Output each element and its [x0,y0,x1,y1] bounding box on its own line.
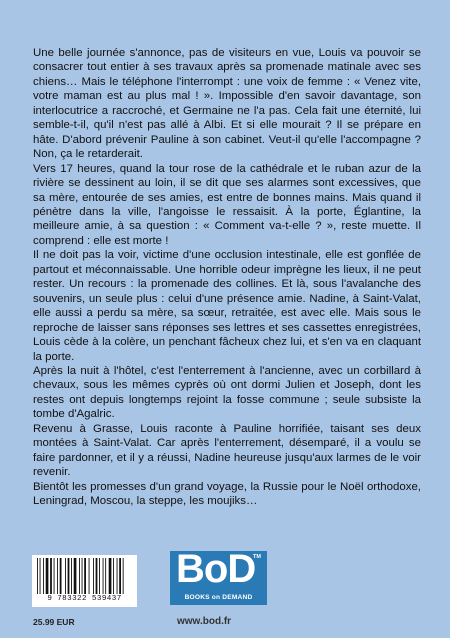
barcode-bars [36,558,133,595]
blurb-paragraph-1: Une belle journée s'annonce, pas de visiteurs en vue, Louis va pouvoir se consacrer tout entier à ses travaux après sa promenade matinale avec ses chiens… Mais le téléphone l'interrompt : une voix de femme : « Venez vite, votre maman est au plus mal ! ». Impossible d'en savoir davantage, son interlocutrice a raccroché, et Germaine ne l'a pas. Cela fait une éternité, lui semble-t-il, qu'il n'est pas allé à Albi. Et si elle mourait ? Il se prépare en hâte. D'abord prévenir Pauline à son cabinet. Veut-il qu'elle l'accompagne ? Non, ça le retarderait. [33,47,421,161]
blurb-paragraph-5: Revenu à Grasse, Louis raconte à Pauline horrifiée, taisant ses deux montées à Saint-Valat. Car après l'enterrement, désemparé, il a voulu se faire pardonner, et il y a réussi, Nadine heureuse jusqu'aux larmes de le voir revenir. [33,422,421,479]
blurb-paragraph-3: Il ne doit pas la voir, victime d'une occlusion intestinale, elle est gonflée de partout et méconnaissable. Une horrible odeur imprègne les lieux, il ne peut rester. Un recours : la promenade des collines. Et là, sous l'avalanche des souvenirs, un seule plus : celui d'une présence amie. Nadine, à Saint-Valat, elle aussi a perdu sa mère, sa sœur, retraitée, est avec elle. Mais sous le reproche de laisser sans réponses ses lettres et ses cassettes enregistrées, Louis cède à la colère, un penchant fâcheux chez lui, et s'en va en claquant la porte. [33,249,421,363]
trademark-symbol: TM [253,554,261,560]
blurb-paragraph-4: Après la nuit à l'hôtel, c'est l'enterrement à l'ancienne, avec un corbillard à chevaux, sous les mêmes cyprès où ont dormi Julien et Joseph, dont les restes ont depuis longtemps rejoint la fosse commune ; seule subsiste la tombe d'Agalric. [33,364,421,421]
barcode-digits: 9 783322 539437 [47,595,122,603]
bod-logo-mark: BoD [176,547,256,591]
isbn-barcode [32,555,137,607]
bod-logo [170,547,267,605]
publisher-website: www.bod.fr [177,616,232,627]
bod-tagline: BOOKS on DEMAND [184,594,253,601]
blurb-text [33,46,421,509]
price-label: 25.99 EUR [33,617,75,627]
blurb-paragraph-2: Vers 17 heures, quand la tour rose de la cathédrale et le ruban azur de la rivière se dessinent au loin, il se dit que ses alarmes sont excessives, que sa mère, entourée de ses amies, est entre de bonnes mains. Mais quand il pénètre dans la ville, l'angoisse le ressaisit. À la porte, Églantine, la meilleure amie, à sa question : « Comment va-t-elle ? », reste muette. Il comprend : elle est morte ! [33,162,421,247]
blurb-paragraph-6: Bientôt les promesses d'un grand voyage, la Russie pour le Noël orthodoxe, Leningrad, Moscou, la steppe, les moujiks… [33,480,421,508]
